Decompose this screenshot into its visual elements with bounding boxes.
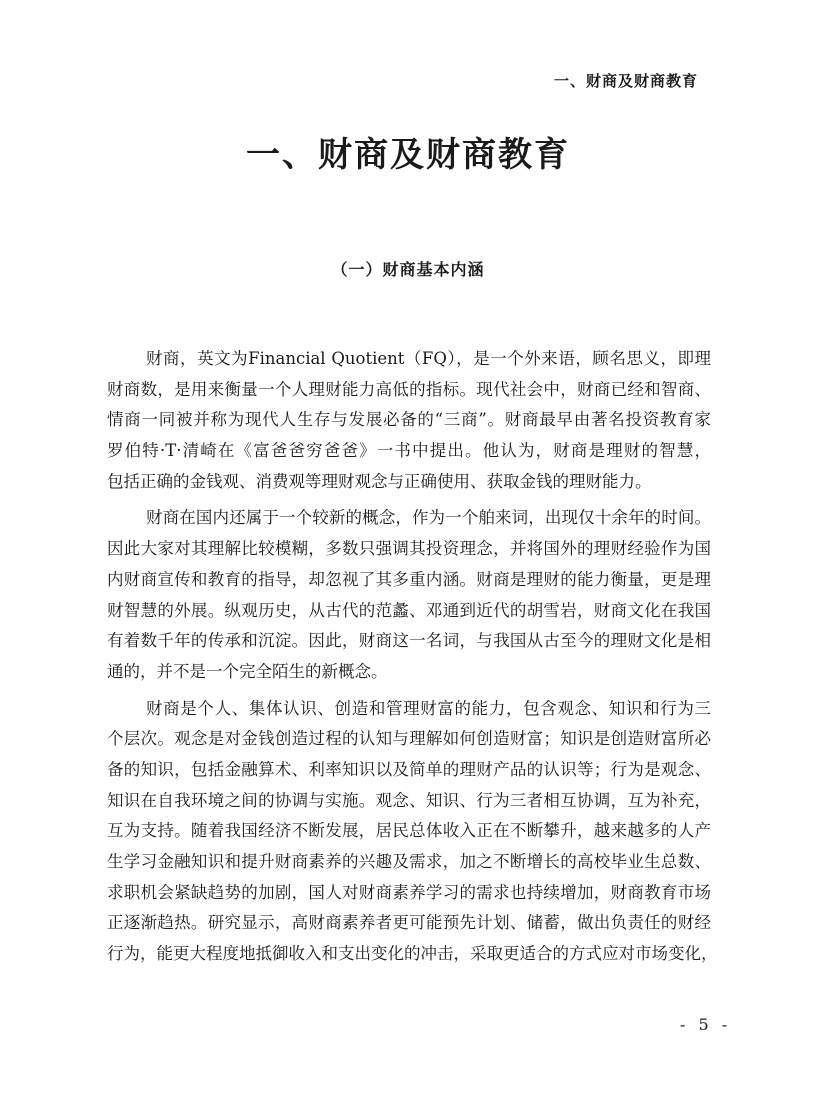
section-title: （一）财商基本内涵 [331, 260, 485, 279]
text-line: 生学习金融知识和提升财商素养的兴趣及需求，加之不断增长的高校毕业生总数、 [107, 852, 711, 871]
body-text [107, 344, 718, 976]
text-line: 财智慧的外展。纵观历史，从古代的范蠡、邓通到近代的胡雪岩，财商文化在我国 [107, 600, 711, 620]
text-line: 行为，能更大程度地抵御收入和支出变化的冲击，采取更适合的方式应对市场变化， [107, 944, 718, 964]
text-line: 正逐渐趋热。研究显示，高财商素养者更可能预先计划、储蓄，做出负责任的财经 [107, 913, 711, 933]
paragraph [107, 694, 718, 970]
running-header: 一、财商及财商教育 [553, 72, 698, 90]
text-line: 互为支持。随着我国经济不断发展，居民总体收入正在不断攀升，越来越多的人产 [107, 821, 711, 841]
text-line: 备的知识，包括金融算术、利率知识以及简单的理财产品的认识等；行为是观念、 [107, 759, 711, 779]
text-line: 罗伯特·T·清崎在《富爸爸穷爸爸》一书中提出。他认为，财商是理财的智慧， [107, 441, 711, 461]
text-line: 财商在国内还属于一个较新的概念，作为一个舶来词，出现仅十余年的时间。 [146, 508, 711, 528]
text-line: 知识在自我环境之间的协调与实施。观念、知识、行为三者相互协调，互为补充， [107, 790, 711, 810]
text-line: 情商一同被并称为现代人生存与发展必备的“三商”。财商最早由著名投资教育家 [107, 410, 711, 430]
text-line: 财商数，是用来衡量一个人理财能力高低的指标。现代社会中，财商已经和智商、 [107, 379, 711, 399]
paragraph [107, 344, 711, 497]
text-line: 财商是个人、集体认识、创造和管理财富的能力，包含观念、知识和行为三 [146, 698, 711, 718]
text-line: 包括正确的金钱观、消费观等理财观念与正确使用、获取金钱的理财能力。 [107, 471, 652, 491]
chapter-title: 一、财商及财商教育 [246, 135, 570, 175]
text-line: 有着数千年的传承和沉淀。因此，财商这一名词，与我国从古至今的理财文化是相 [107, 631, 711, 651]
text-line: 财商，英文为Financial Quotient（FQ），是一个外来语，顾名思义，即理 [146, 349, 711, 368]
text-line: 个层次。观念是对金钱创造过程的认知与理解如何创造财富；知识是创造财富所必 [107, 729, 711, 749]
text-line: 内财商宣传和教育的指导，却忽视了其多重内涵。财商是理财的能力衡量，更是理 [107, 569, 711, 589]
paragraph [107, 503, 711, 687]
text-line: 通的，并不是一个完全陌生的新概念。 [107, 661, 388, 681]
text-line: 求职机会紧缺趋势的加剧，国人对财商素养学习的需求也持续增加，财商教育市场 [107, 882, 711, 902]
text-line: 因此大家对其理解比较模糊，多数只强调其投资理念，并将国外的理财经验作为国 [107, 539, 711, 559]
page-number: - 5 - [680, 1015, 732, 1034]
